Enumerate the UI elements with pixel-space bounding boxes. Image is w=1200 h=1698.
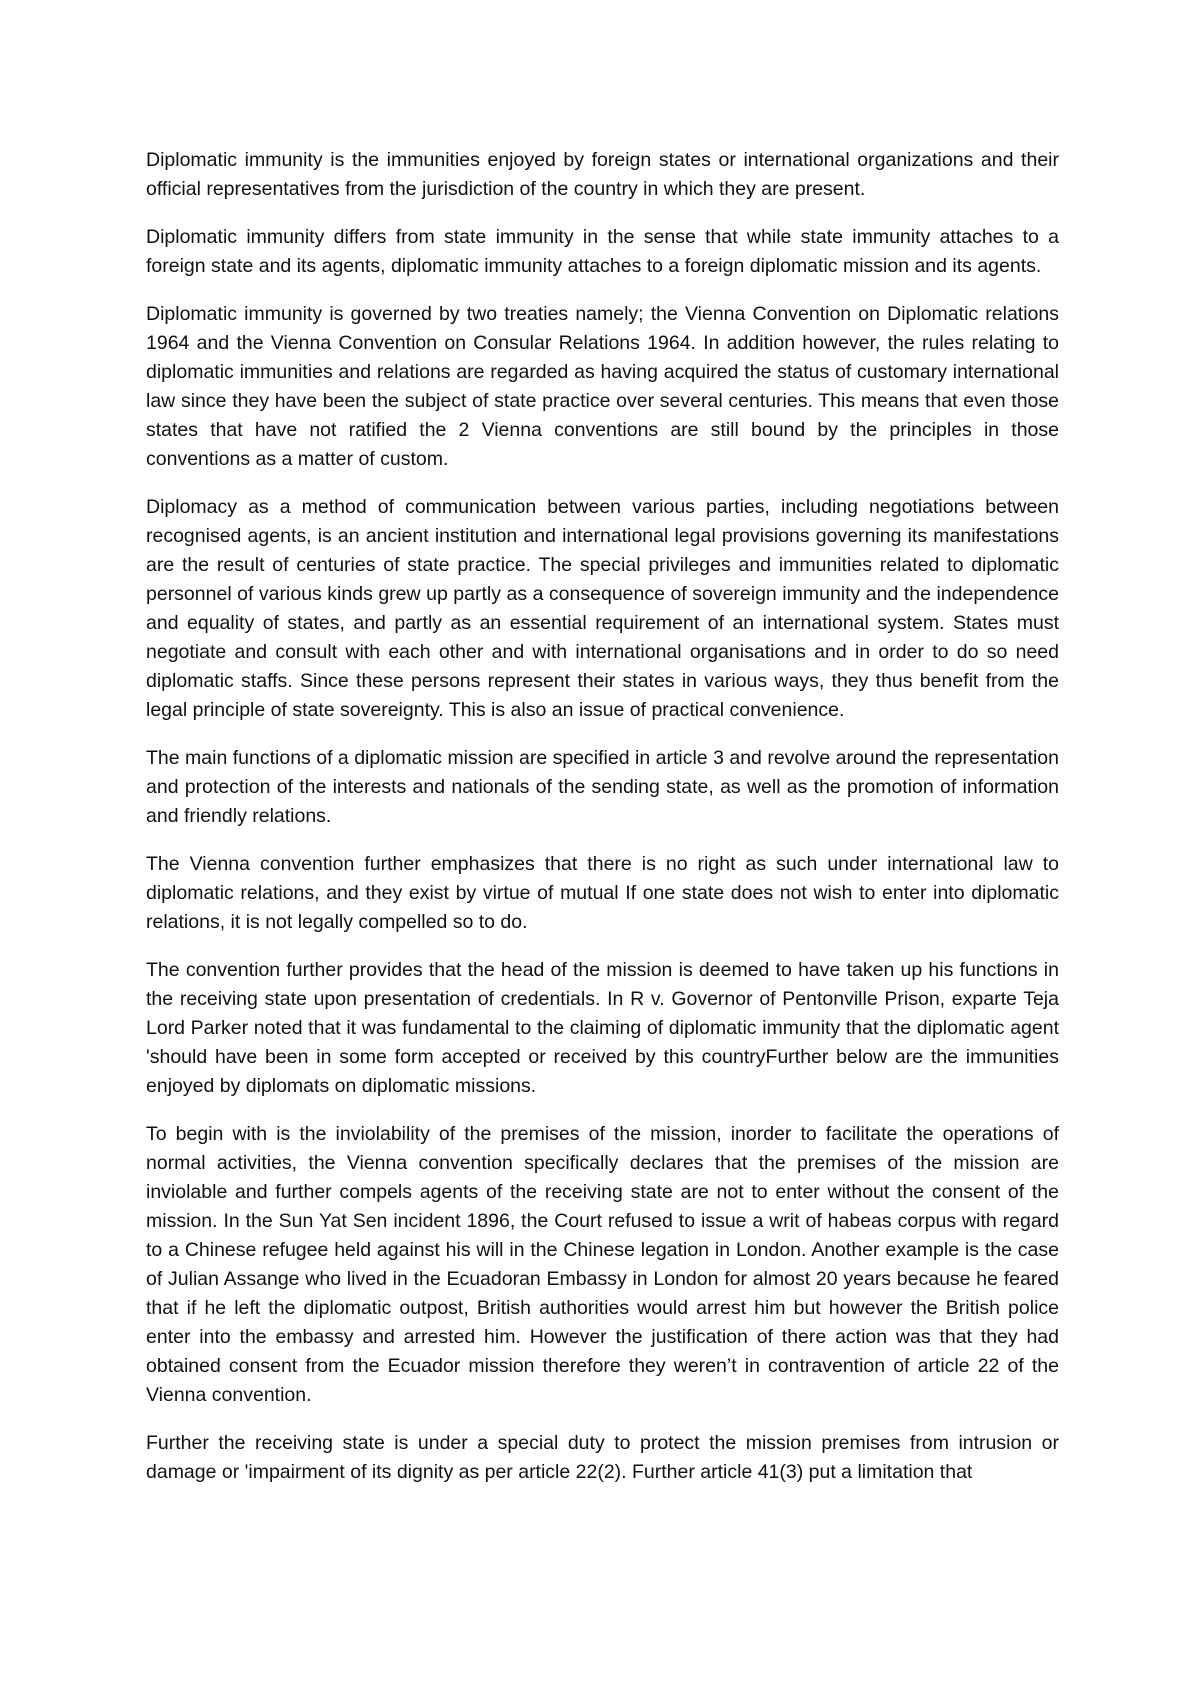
paragraph-mission-functions: The main functions of a diplomatic mission are specified in article 3 and revolve around the representation and protection of the interests and nationals of the sending state, as well as the promotion of information and friendly relations. (146, 747, 1059, 827)
paragraph-state-immunity-difference: Diplomatic immunity differs from state immunity in the sense that while state immunity attaches to a foreign state and its agents, diplomatic immunity attaches to a foreign diplomatic mission and its agents. (146, 226, 1059, 277)
paragraph-special-duty: Further the receiving state is under a special duty to protect the mission premises from intrusion or damage or 'impairment of its dignity as per article 22(2). Further article 41(3) put a limitation that (146, 1432, 1059, 1483)
paragraph-head-of-mission: The convention further provides that the head of the mission is deemed to have taken up his functions in the receiving state upon presentation of credentials. In R v. Governor of Pentonville Prison, exparte Teja Lord Parker noted that it was fundamental to the claiming of diplomatic immunity that the diplomatic agent 'should have been in some form accepted or received by this countryFurther below are the immunities enjoyed by diplomats on diplomatic missions. (146, 959, 1059, 1097)
paragraph-inviolability-premises: To begin with is the inviolability of the premises of the mission, inorder to facilitate the operations of normal activities, the Vienna convention specifically declares that the premises of the mission are inviolable and further compels agents of the receiving state are not to enter without the consent of the mission. In the Sun Yat Sen incident 1896, the Court refused to issue a writ of habeas corpus with regard to a Chinese refugee held against his will in the Chinese legation in London. Another example is the case of Julian Assange who lived in the Ecuadoran Embassy in London for almost 20 years because he feared that if he left the diplomatic outpost, British authorities would arrest him but however the British police enter into the embassy and arrested him. However the justification of there action was that they had obtained consent from the Ecuador mission therefore they weren’t in contravention of article 22 of the Vienna convention. (146, 1123, 1059, 1406)
paragraph-no-right-to-relations: The Vienna convention further emphasizes that there is no right as such under international law to diplomatic relations, and they exist by virtue of mutual If one state does not wish to enter into diplomatic relations, it is not legally compelled so to do. (146, 853, 1059, 933)
paragraph-definition: Diplomatic immunity is the immunities enjoyed by foreign states or international organizations and their official representatives from the jurisdiction of the country in which they are present. (146, 149, 1059, 200)
paragraph-governing-treaties: Diplomatic immunity is governed by two treaties namely; the Vienna Convention on Diplomatic relations 1964 and the Vienna Convention on Consular Relations 1964. In addition however, the rules relating to diplomatic immunities and relations are regarded as having acquired the status of customary international law since they have been the subject of state practice over several centuries. This means that even those states that have not ratified the 2 Vienna conventions are still bound by the principles in those conventions as a matter of custom. (146, 303, 1059, 470)
paragraph-diplomacy-history: Diplomacy as a method of communication between various parties, including negotiations between recognised agents, is an ancient institution and international legal provisions governing its manifestations are the result of centuries of state practice. The special privileges and immunities related to diplomatic personnel of various kinds grew up partly as a consequence of sovereign immunity and the independence and equality of states, and partly as an essential requirement of an international system. States must negotiate and consult with each other and with international organisations and in order to do so need diplomatic staffs. Since these persons represent their states in various ways, they thus benefit from the legal principle of state sovereignty. This is also an issue of practical convenience. (146, 496, 1059, 721)
document-body (146, 146, 1059, 1506)
